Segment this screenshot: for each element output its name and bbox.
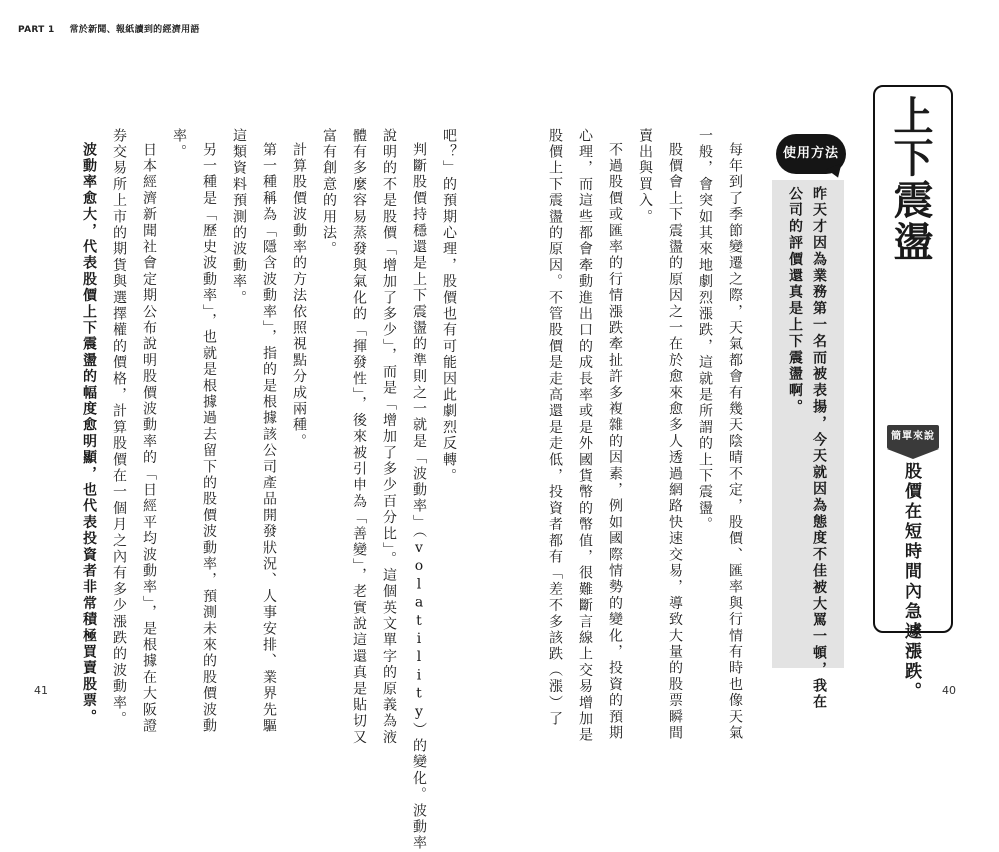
term-title: 上下震盪: [887, 95, 933, 263]
body-line: 股價上下震盪的原因。不管股價是走高還是走低，投資者都有「差不多該跌（漲）了: [547, 128, 563, 728]
part-label: PART 1: [18, 25, 55, 35]
body-line: 不過股價或匯率的行情漲跌牽扯許多複雜的因素，例如國際情勢的變化，投資的預期: [607, 142, 623, 742]
body-line: 股價會上下震盪的原因之一在於愈來愈多人透過網路快速交易，導致大量的股票瞬間: [667, 142, 683, 742]
body-line: 一般，會突如其來地劇烈漲跌，這就是所謂的上下震盪。: [697, 128, 713, 533]
body-line: 體有多麼容易蒸發與氣化的「揮發性」，後來被引申為「善變」，老實說這還真是貼切又: [351, 128, 367, 746]
body-line: 判斷股價持穩還是上下震盪的準則之一就是「波動率」（volatility）的變化。波動率: [411, 142, 427, 852]
page-number-left: 41: [34, 684, 48, 697]
body-line: 率。: [171, 128, 187, 161]
body-line: 心理，而這些都會牽動進出口的成長率或是外國貨幣的幣值，很難斷言線上交易增加是: [577, 128, 593, 744]
running-header: [18, 22, 200, 35]
usage-line: 昨天才因為業務第一名而被表揚，今天就因為態度不佳被大罵一頓，我在: [811, 186, 827, 711]
body-line: 富有創意的用法。: [321, 128, 337, 258]
usage-panel: [772, 180, 844, 668]
page-number-right: 40: [942, 684, 956, 697]
chevron-down-icon: [887, 449, 939, 459]
body-line: 另一種是「歷史波動率」，也就是根據過去留下的股價波動率，預測未來的股價波動: [201, 142, 217, 735]
body-line: 每年到了季節變遷之際，天氣都會有幾天陰晴不定，股價、匯率與行情有時也像天氣: [727, 142, 743, 742]
body-line: 這類資料預測的波動率。: [231, 128, 247, 307]
usage-line: 公司的評價還真是上下震盪啊。: [787, 186, 803, 416]
body-line: 日本經濟新聞社會定期公布說明股價波動率的「日經平均波動率」，是根據在大阪證: [141, 142, 157, 735]
body-line-emphasis: 波動率愈大，代表股價上下震盪的幅度愈明顯，也代表投資者非常積極買賣股票。: [81, 142, 97, 726]
body-line: 第一種稱為「隱含波動率」，指的是根據該公司產品開發狀況、人事安排、業界先驅: [261, 142, 277, 735]
part-title: 常於新聞、報紙讀到的經濟用語: [69, 25, 200, 35]
body-line: 券交易所上市的期貨與選擇權的價格，計算股價在一個月之內有多少漲跌的波動率。: [111, 128, 127, 728]
body-line: 賣出與買入。: [637, 128, 653, 226]
simple-definition: 股價在短時間內急遽漲跌。: [901, 462, 921, 702]
body-line: 計算股價波動率的方法依照視點分成兩種。: [291, 142, 307, 450]
body-line: 說明的不是股價「增加了多少」，而是「增加了多少百分比」。這個英文單字的原義為液: [381, 128, 397, 746]
body-line: 吧？」的預期心理，股價也有可能因此劇烈反轉。: [441, 128, 457, 485]
simple-label: 簡單來說: [891, 431, 935, 442]
usage-label: 使用方法: [782, 146, 839, 161]
